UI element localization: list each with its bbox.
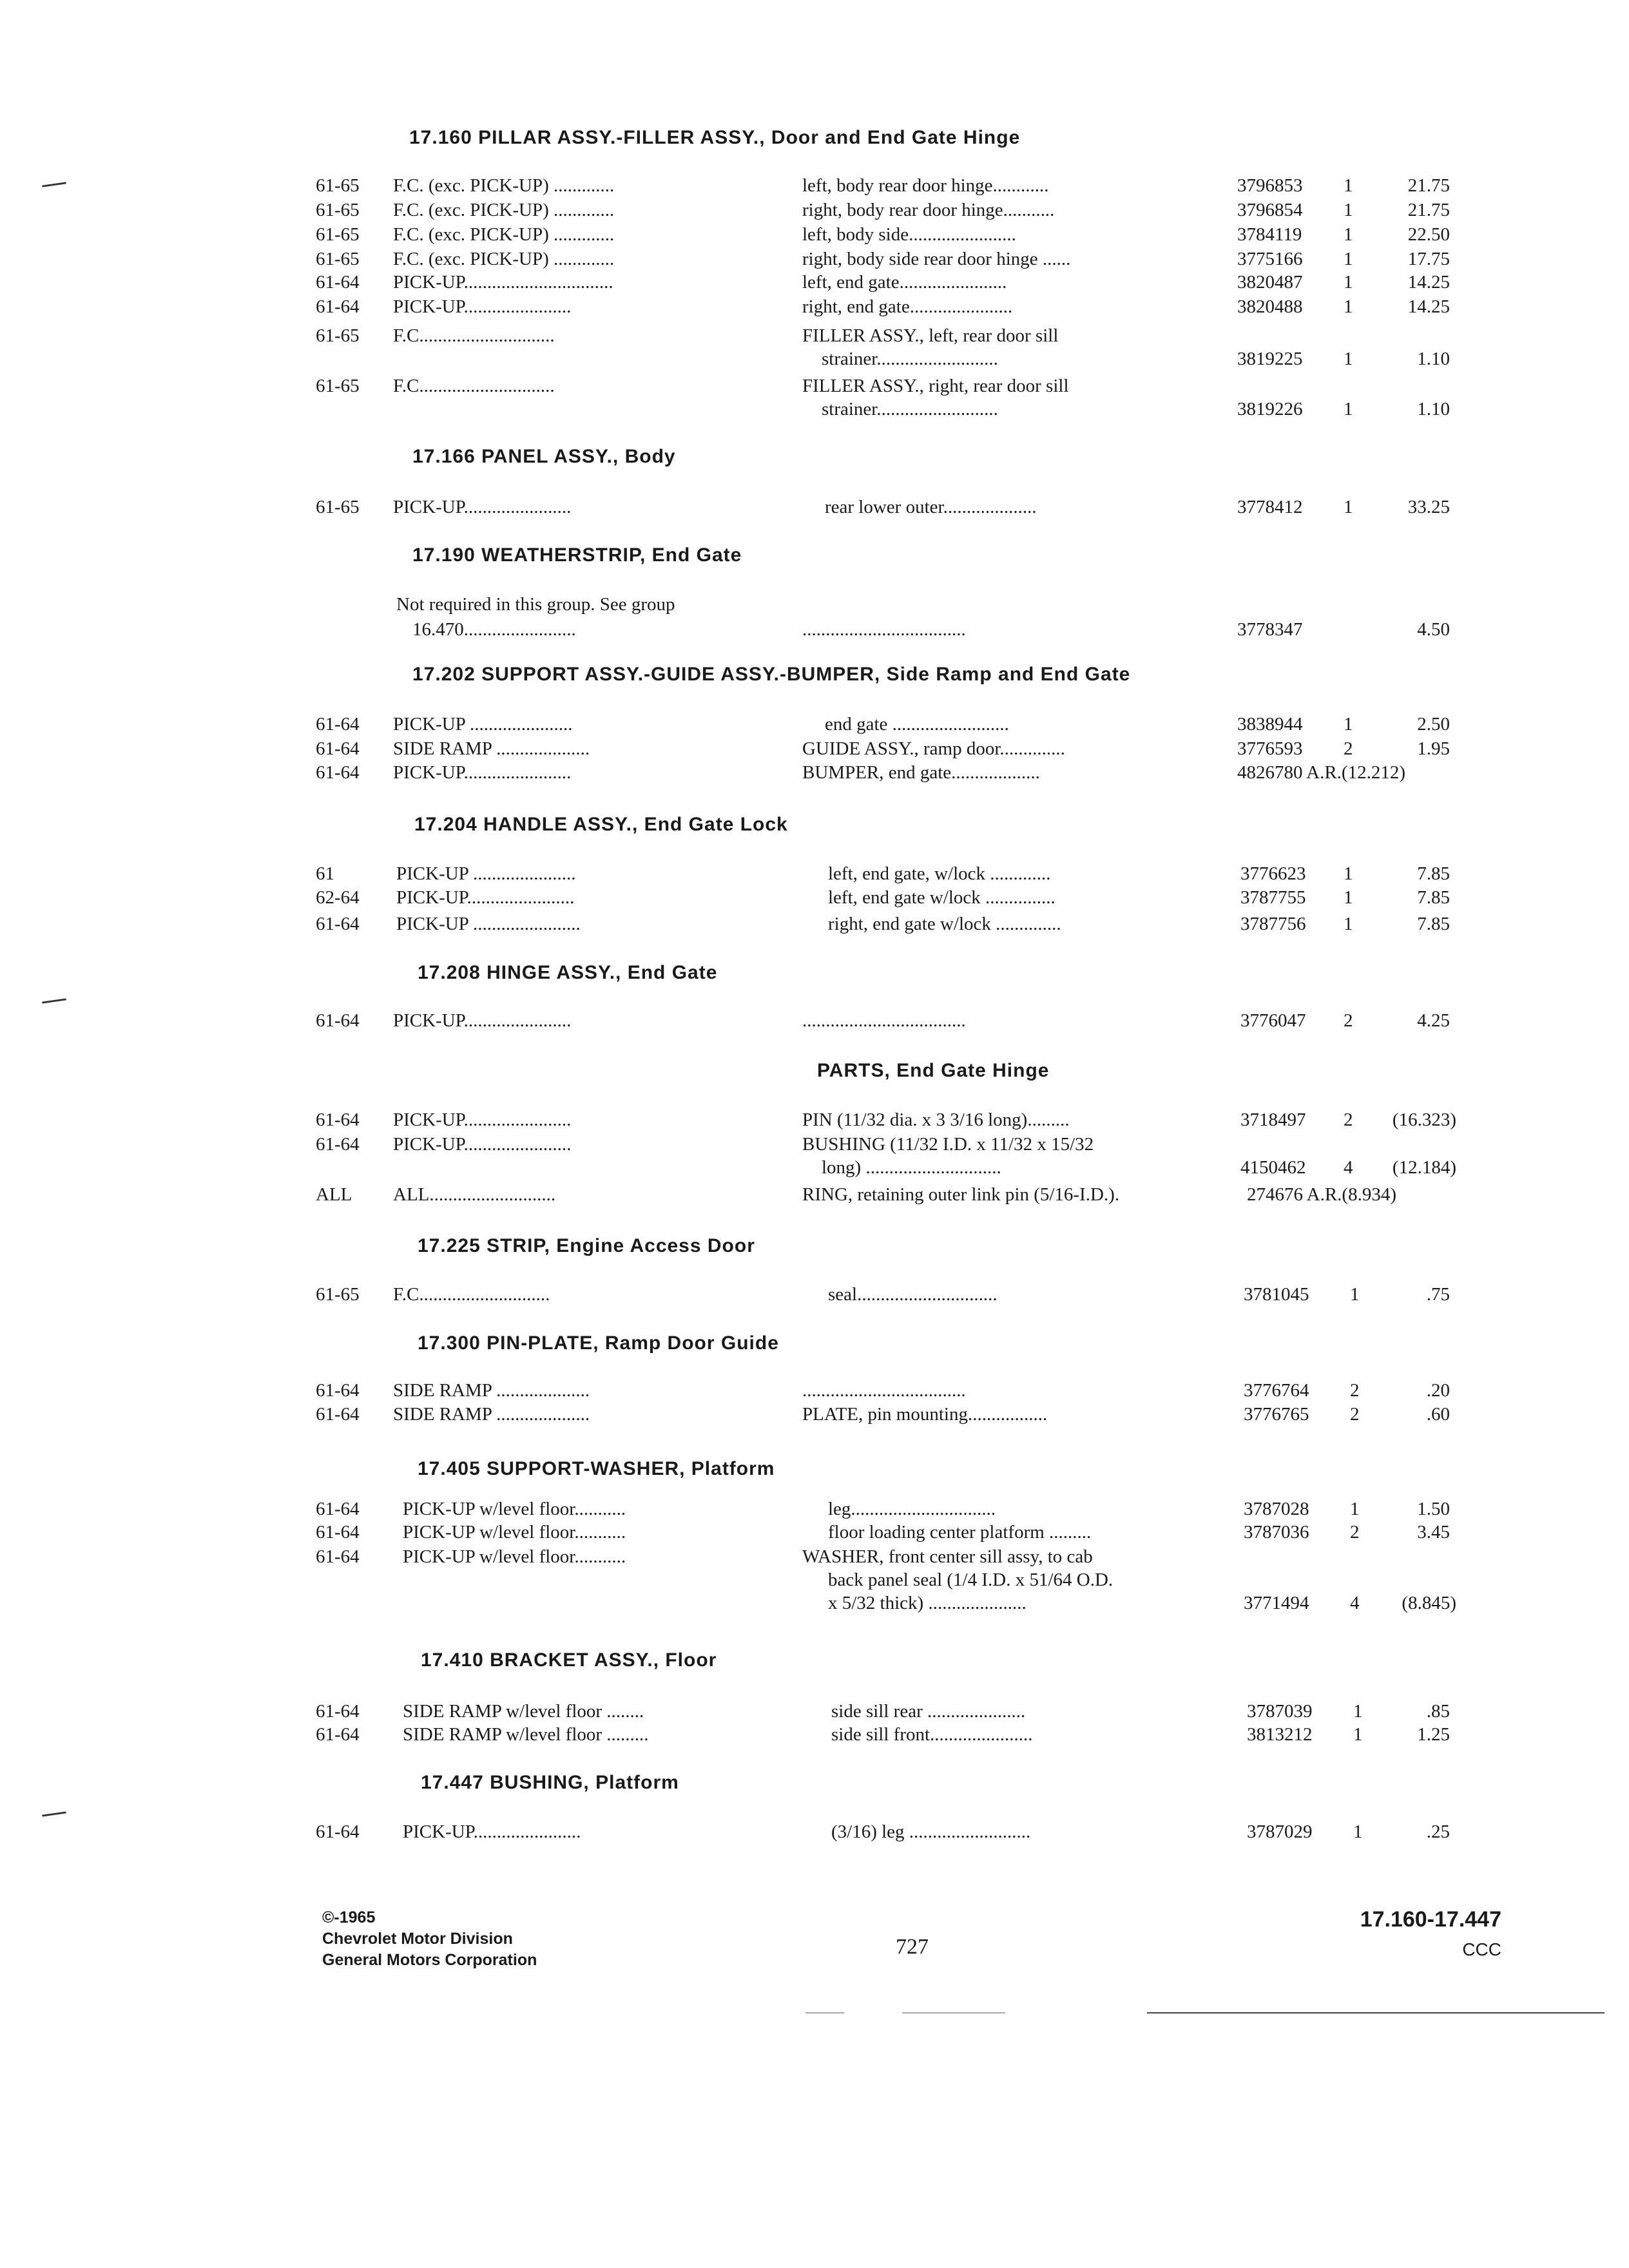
description: right, body side rear door hinge ...... bbox=[802, 249, 1071, 269]
description: strainer.......................... bbox=[822, 349, 998, 369]
section-heading-17-160: 17.160 PILLAR ASSY.-FILLER ASSY., Door and End Gate Hinge bbox=[409, 127, 1021, 148]
description: BUMPER, end gate................... bbox=[802, 762, 1040, 783]
table-row bbox=[0, 272, 1629, 298]
quantity: 1 bbox=[1344, 175, 1353, 196]
quantity: 1 bbox=[1344, 887, 1353, 908]
part-number: 3778412 bbox=[1237, 497, 1303, 517]
description: right, end gate...................... bbox=[802, 296, 1013, 317]
table-row-continuation bbox=[0, 1157, 1629, 1183]
year-range: 61-65 bbox=[316, 1284, 360, 1305]
description: seal.............................. bbox=[828, 1284, 998, 1305]
page-code: CCC bbox=[1462, 1939, 1501, 1959]
description: FILLER ASSY., left, rear door sill bbox=[802, 325, 1059, 346]
footer-rule bbox=[1147, 2012, 1605, 2013]
model: F.C. (exc. PICK-UP) ............. bbox=[393, 175, 615, 196]
price: 7.85 bbox=[1417, 914, 1450, 934]
part-number: 3819225 bbox=[1237, 349, 1303, 369]
description: side sill rear ..................... bbox=[831, 1701, 1026, 1722]
price: .75 bbox=[1426, 1284, 1450, 1305]
quantity: 4 bbox=[1350, 1593, 1360, 1613]
section-heading-17-204: 17.204 HANDLE ASSY., End Gate Lock bbox=[414, 814, 788, 835]
price: 1.10 bbox=[1417, 399, 1450, 419]
description: x 5/32 thick) ..................... bbox=[828, 1593, 1027, 1613]
corporation: General Motors Corporation bbox=[322, 1951, 537, 1969]
year-range: 61-65 bbox=[316, 249, 360, 269]
model: SIDE RAMP w/level floor ......... bbox=[403, 1724, 649, 1745]
page-range: 17.160-17.447 bbox=[1360, 1907, 1501, 1932]
description: ................................... bbox=[802, 619, 966, 640]
description: long) ............................. bbox=[822, 1157, 1001, 1178]
table-row bbox=[0, 1499, 1629, 1524]
quantity: 1 bbox=[1344, 249, 1353, 269]
year-range: 61-65 bbox=[316, 497, 360, 517]
table-row bbox=[0, 1380, 1629, 1406]
price: 2.50 bbox=[1417, 714, 1450, 735]
quantity: 1 bbox=[1344, 272, 1353, 293]
price: 7.85 bbox=[1417, 887, 1450, 908]
description: FILLER ASSY., right, rear door sill bbox=[802, 376, 1069, 396]
quantity: 1 bbox=[1353, 1724, 1363, 1745]
price: 22.50 bbox=[1407, 224, 1450, 245]
section-heading-17-410: 17.410 BRACKET ASSY., Floor bbox=[421, 1649, 717, 1671]
table-row bbox=[0, 1110, 1629, 1135]
price: (12.184) bbox=[1392, 1157, 1456, 1178]
quantity: 4 bbox=[1344, 1157, 1353, 1178]
price: 14.25 bbox=[1407, 296, 1450, 317]
model: PICK-UP....................... bbox=[393, 1134, 572, 1155]
year-range: 61-64 bbox=[316, 762, 360, 783]
model: PICK-UP....................... bbox=[396, 887, 575, 908]
model: F.C. (exc. PICK-UP) ............. bbox=[393, 200, 615, 220]
description: left, end gate w/lock ............... bbox=[828, 887, 1055, 908]
description: left, end gate, w/lock ............. bbox=[828, 863, 1051, 884]
year-range: 61-65 bbox=[316, 200, 360, 220]
table-row bbox=[0, 376, 1629, 401]
part-number: 3776593 bbox=[1237, 738, 1303, 759]
year-range: 61-64 bbox=[316, 1110, 360, 1130]
description: PLATE, pin mounting................. bbox=[802, 1404, 1048, 1425]
description: back panel seal (1/4 I.D. x 51/64 O.D. bbox=[828, 1570, 1113, 1590]
quantity: 1 bbox=[1344, 863, 1353, 884]
price: .25 bbox=[1426, 1821, 1450, 1842]
quantity: 1 bbox=[1344, 399, 1353, 419]
footer-rule bbox=[902, 2012, 1005, 2013]
description: ................................... bbox=[802, 1380, 966, 1401]
price: .60 bbox=[1426, 1404, 1450, 1425]
part-number: 3787028 bbox=[1244, 1499, 1309, 1519]
year-range: 61-64 bbox=[316, 1134, 360, 1155]
year-range: 62-64 bbox=[316, 887, 360, 908]
model: F.C............................. bbox=[393, 376, 555, 396]
model: F.C. (exc. PICK-UP) ............. bbox=[393, 224, 615, 245]
price: 3.45 bbox=[1417, 1522, 1450, 1542]
price: 1.95 bbox=[1417, 738, 1450, 759]
year-range: 61-64 bbox=[316, 272, 360, 293]
quantity: 1 bbox=[1344, 224, 1353, 245]
table-row bbox=[0, 497, 1629, 523]
part-number: 3775166 bbox=[1237, 249, 1303, 269]
model: F.C. (exc. PICK-UP) ............. bbox=[393, 249, 615, 269]
price: (16.323) bbox=[1392, 1110, 1456, 1130]
table-row bbox=[0, 200, 1629, 226]
part-number: 3820487 bbox=[1237, 272, 1303, 293]
model: SIDE RAMP .................... bbox=[393, 738, 590, 759]
table-row bbox=[0, 887, 1629, 913]
model: PICK-UP....................... bbox=[393, 762, 572, 783]
part-number: 3784119 bbox=[1237, 224, 1302, 245]
price: 21.75 bbox=[1407, 175, 1450, 196]
model: ALL........................... bbox=[393, 1184, 556, 1205]
year-range: 61 bbox=[316, 863, 334, 884]
table-row bbox=[0, 224, 1629, 250]
part-number: 3787755 bbox=[1240, 887, 1306, 908]
model: SIDE RAMP .................... bbox=[393, 1380, 590, 1401]
model: PICK-UP....................... bbox=[393, 296, 572, 317]
part-number: 3787756 bbox=[1240, 914, 1306, 934]
table-row-continuation bbox=[0, 1593, 1629, 1619]
copyright: ©-1965 bbox=[322, 1908, 376, 1927]
model: F.C............................ bbox=[393, 1284, 550, 1305]
year-range: 61-64 bbox=[316, 714, 360, 735]
part-number: 3776765 bbox=[1244, 1404, 1309, 1425]
model: PICK-UP ...................... bbox=[396, 863, 576, 884]
description: left, end gate....................... bbox=[802, 272, 1007, 293]
price: 14.25 bbox=[1407, 272, 1450, 293]
table-row bbox=[0, 619, 1629, 645]
quantity: 1 bbox=[1353, 1701, 1363, 1722]
year-range: 61-64 bbox=[316, 738, 360, 759]
model: PICK-UP w/level floor........... bbox=[403, 1499, 626, 1519]
model: PICK-UP ....................... bbox=[396, 914, 581, 934]
part-number: 3820488 bbox=[1237, 296, 1303, 317]
description: right, body rear door hinge........... bbox=[802, 200, 1055, 220]
table-row-continuation bbox=[0, 399, 1629, 425]
price: 4.25 bbox=[1417, 1010, 1450, 1031]
year-range: 61-64 bbox=[316, 1010, 360, 1031]
model: F.C............................. bbox=[393, 325, 555, 346]
quantity: 1 bbox=[1344, 296, 1353, 317]
price: (8.845) bbox=[1402, 1593, 1456, 1613]
part-number: 274676 A.R.(8.934) bbox=[1247, 1184, 1396, 1205]
year-range: 61-64 bbox=[316, 1724, 360, 1745]
part-number: 4826780 A.R.(12.212) bbox=[1237, 762, 1405, 783]
description: BUSHING (11/32 I.D. x 11/32 x 15/32 bbox=[802, 1134, 1094, 1155]
year-range: 61-65 bbox=[316, 224, 360, 245]
year-range: 61-65 bbox=[316, 325, 360, 346]
section-heading-17-202: 17.202 SUPPORT ASSY.-GUIDE ASSY.-BUMPER, Side Ramp and End Gate bbox=[412, 664, 1131, 685]
price: 1.50 bbox=[1417, 1499, 1450, 1519]
table-row bbox=[0, 714, 1629, 740]
quantity: 2 bbox=[1344, 1010, 1353, 1031]
description: side sill front...................... bbox=[831, 1724, 1033, 1745]
section-heading-17-166: 17.166 PANEL ASSY., Body bbox=[412, 446, 676, 467]
table-row bbox=[0, 1284, 1629, 1310]
quantity: 1 bbox=[1344, 200, 1353, 220]
section-heading-17-208: 17.208 HINGE ASSY., End Gate bbox=[418, 962, 718, 983]
table-row bbox=[0, 1184, 1629, 1210]
description: ................................... bbox=[802, 1010, 966, 1031]
year-range: ALL bbox=[316, 1184, 352, 1205]
model: PICK-UP....................... bbox=[393, 1110, 572, 1130]
description: right, end gate w/lock .............. bbox=[828, 914, 1061, 934]
year-range: 61-64 bbox=[316, 1380, 360, 1401]
table-row bbox=[0, 325, 1629, 351]
part-number: 3787039 bbox=[1247, 1701, 1313, 1722]
description: RING, retaining outer link pin (5/16-I.D.). bbox=[802, 1184, 1120, 1205]
price: 4.50 bbox=[1417, 619, 1450, 640]
margin-mark bbox=[42, 1811, 66, 1816]
part-number: 3838944 bbox=[1237, 714, 1303, 735]
table-row bbox=[0, 1010, 1629, 1036]
price: 17.75 bbox=[1407, 249, 1450, 269]
year-range: 61-65 bbox=[316, 376, 360, 396]
table-row bbox=[0, 249, 1629, 274]
description: strainer.......................... bbox=[822, 399, 998, 419]
model: PICK-UP....................... bbox=[393, 497, 572, 517]
quantity: 2 bbox=[1344, 738, 1353, 759]
quantity: 2 bbox=[1350, 1404, 1360, 1425]
price: 21.75 bbox=[1407, 200, 1450, 220]
part-number: 3787029 bbox=[1247, 1821, 1313, 1842]
part-number: 3776764 bbox=[1244, 1380, 1309, 1401]
price: 7.85 bbox=[1417, 863, 1450, 884]
price: .20 bbox=[1426, 1380, 1450, 1401]
year-range: 61-65 bbox=[316, 175, 360, 196]
margin-mark bbox=[42, 998, 66, 1003]
description: leg............................... bbox=[828, 1499, 996, 1519]
part-number: 3819226 bbox=[1237, 399, 1303, 419]
quantity: 2 bbox=[1350, 1522, 1360, 1542]
part-number: 3771494 bbox=[1244, 1593, 1309, 1613]
price: .85 bbox=[1426, 1701, 1450, 1722]
part-number: 3781045 bbox=[1244, 1284, 1309, 1305]
part-number: 3813212 bbox=[1247, 1724, 1313, 1745]
part-number: 3776047 bbox=[1240, 1010, 1306, 1031]
quantity: 1 bbox=[1344, 349, 1353, 369]
price: 33.25 bbox=[1407, 497, 1450, 517]
part-number: 4150462 bbox=[1240, 1157, 1306, 1178]
group-note: Not required in this group. See group bbox=[396, 594, 675, 615]
table-row bbox=[0, 1522, 1629, 1548]
quantity: 1 bbox=[1350, 1284, 1360, 1305]
section-heading-parts: PARTS, End Gate Hinge bbox=[817, 1060, 1050, 1081]
model: PICK-UP....................... bbox=[393, 1010, 572, 1031]
table-row bbox=[0, 738, 1629, 764]
description: floor loading center platform ......... bbox=[828, 1522, 1092, 1542]
table-row bbox=[0, 175, 1629, 201]
model: PICK-UP....................... bbox=[403, 1821, 581, 1842]
description: left, body rear door hinge............ bbox=[802, 175, 1049, 196]
part-number: 3776623 bbox=[1240, 863, 1306, 884]
description: GUIDE ASSY., ramp door.............. bbox=[802, 738, 1065, 759]
quantity: 1 bbox=[1344, 714, 1353, 735]
table-row bbox=[0, 1724, 1629, 1750]
section-heading-17-300: 17.300 PIN-PLATE, Ramp Door Guide bbox=[418, 1332, 779, 1354]
table-row bbox=[0, 1701, 1629, 1727]
year-range: 61-64 bbox=[316, 1701, 360, 1722]
model: PICK-UP w/level floor........... bbox=[403, 1546, 626, 1567]
model: PICK-UP w/level floor........... bbox=[403, 1522, 626, 1542]
section-heading-17-447: 17.447 BUSHING, Platform bbox=[421, 1772, 679, 1793]
quantity: 2 bbox=[1350, 1380, 1360, 1401]
description: (3/16) leg .......................... bbox=[831, 1821, 1031, 1842]
year-range: 61-64 bbox=[316, 1546, 360, 1567]
price: 1.25 bbox=[1417, 1724, 1450, 1745]
description: WASHER, front center sill assy, to cab bbox=[802, 1546, 1093, 1567]
table-row bbox=[0, 296, 1629, 322]
table-row bbox=[0, 914, 1629, 939]
quantity: 2 bbox=[1344, 1110, 1353, 1130]
year-range: 61-64 bbox=[316, 1404, 360, 1425]
model: PICK-UP................................ bbox=[393, 272, 613, 293]
year-range: 61-64 bbox=[316, 1821, 360, 1842]
quantity: 1 bbox=[1353, 1821, 1363, 1842]
table-row-continuation bbox=[0, 1570, 1629, 1595]
footer-rule bbox=[805, 2012, 844, 2013]
table-row bbox=[0, 1404, 1629, 1430]
part-number: 3778347 bbox=[1237, 619, 1303, 640]
division: Chevrolet Motor Division bbox=[322, 1930, 513, 1948]
year-range: 61-64 bbox=[316, 1499, 360, 1519]
section-heading-17-190: 17.190 WEATHERSTRIP, End Gate bbox=[412, 544, 742, 566]
table-row bbox=[0, 1134, 1629, 1160]
part-number: 3796854 bbox=[1237, 200, 1303, 220]
description: rear lower outer.................... bbox=[825, 497, 1037, 517]
model: PICK-UP ...................... bbox=[393, 714, 573, 735]
table-row bbox=[0, 762, 1629, 788]
quantity: 1 bbox=[1350, 1499, 1360, 1519]
section-heading-17-405: 17.405 SUPPORT-WASHER, Platform bbox=[418, 1458, 775, 1479]
table-row bbox=[0, 863, 1629, 889]
year-range: 61-64 bbox=[316, 1522, 360, 1542]
year-range: 61-64 bbox=[316, 914, 360, 934]
year-range: 61-64 bbox=[316, 296, 360, 317]
model: SIDE RAMP .................... bbox=[393, 1404, 590, 1425]
part-number: 3787036 bbox=[1244, 1522, 1309, 1542]
footer-publisher bbox=[322, 1907, 537, 1971]
description: end gate ......................... bbox=[825, 714, 1009, 735]
table-row bbox=[0, 1546, 1629, 1572]
model: 16.470........................ bbox=[412, 619, 576, 640]
model: SIDE RAMP w/level floor ........ bbox=[403, 1701, 644, 1722]
table-row bbox=[0, 1821, 1629, 1847]
page-number: 727 bbox=[896, 1935, 929, 1959]
description: PIN (11/32 dia. x 3 3/16 long)......... bbox=[802, 1110, 1070, 1130]
part-number: 3796853 bbox=[1237, 175, 1303, 196]
quantity: 1 bbox=[1344, 914, 1353, 934]
section-heading-17-225: 17.225 STRIP, Engine Access Door bbox=[418, 1235, 755, 1256]
description: left, body side....................... bbox=[802, 224, 1016, 245]
table-row-continuation bbox=[0, 349, 1629, 374]
quantity: 1 bbox=[1344, 497, 1353, 517]
part-number: 3718497 bbox=[1240, 1110, 1306, 1130]
price: 1.10 bbox=[1417, 349, 1450, 369]
